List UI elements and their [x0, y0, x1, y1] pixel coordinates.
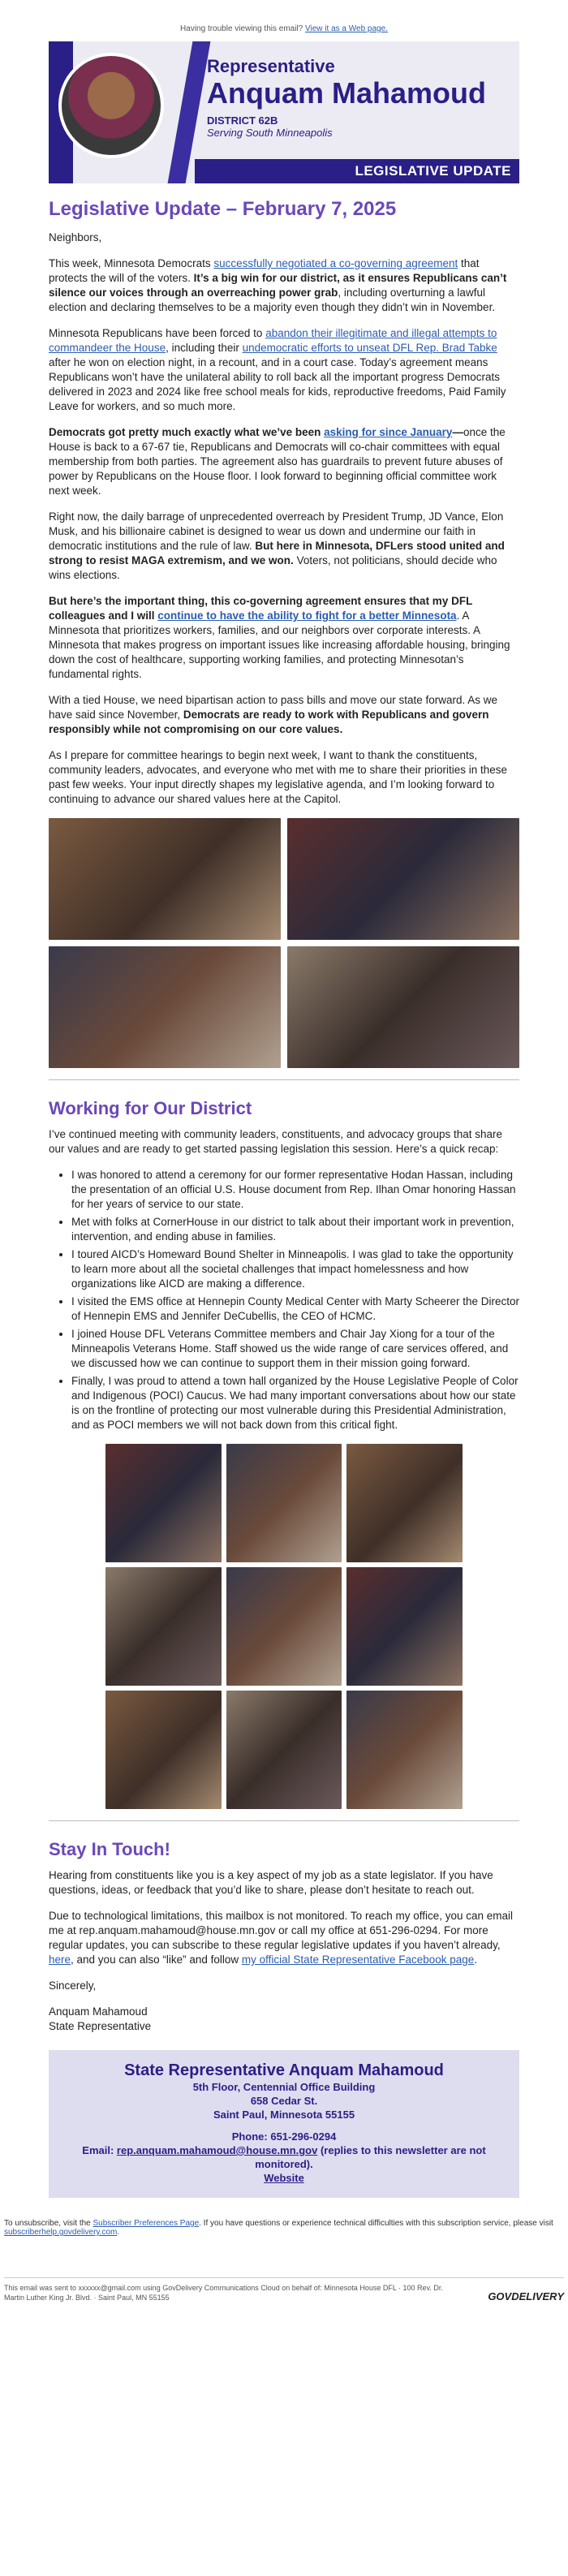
- govdelivery-logo[interactable]: GOVDELIVERY: [488, 2290, 564, 2302]
- district-recap-list: [49, 1168, 519, 1432]
- text: after he won on election night, in a recount, and in a court case. Today’s agreement means Republicans won’t have the unilateral ability to roll back all the important progress Democrats delivered in 2023 and 2024 like free school meals for kids, reproductive freedoms, Paid Family Leave for workers, and so much more.: [49, 356, 506, 412]
- district-intro: I’ve continued meeting with community leaders, constituents, and advocacy groups that share our values and are ready to get started passing legislation this session. Here’s a quick recap:: [49, 1128, 503, 1155]
- list-item: • Finally, I was proud to attend a town hall organized by the House Legislative People of Color and Indigenous (POCI) Caucus. We had many important conversations about how our state is on the frontline of protecting our most vulnerable during this Presidential Administration, and as POCI members we will not back down from this critical fight.: [71, 1374, 519, 1432]
- text: This week, Minnesota Democrats: [49, 257, 214, 269]
- asking-since-january-link[interactable]: asking for since January: [324, 426, 453, 438]
- footer-email-link[interactable]: rep.anquam.mahamoud@house.mn.gov: [116, 2144, 318, 2156]
- signature-name: Anquam Mahamoud: [49, 2005, 148, 2018]
- section-divider: [49, 1820, 519, 1821]
- stay-in-touch-intro: Hearing from constituents like you is a key aspect of my job as a state legislator. If you have questions, ideas, or feedback that you’d like to share, please don’t hesitate to reach out.: [49, 1869, 493, 1896]
- spacer: [57, 2122, 511, 2130]
- text: that protects the will of the voters.: [49, 257, 480, 284]
- list-item: • Met with folks at CornerHouse in our district to talk about their important work in prevention, intervention, and ending abuse in families.: [71, 1215, 519, 1244]
- abandon-attempts-link[interactable]: abandon their illegitimate and illegal attempts to commandeer the House: [49, 327, 497, 354]
- banner-rep-label: Representative: [207, 56, 335, 76]
- facebook-page-link[interactable]: my official State Representative Facebook page: [241, 1954, 475, 1966]
- banner-district: DISTRICT 62B: [207, 114, 278, 127]
- capitol-photo: [49, 946, 281, 1068]
- district-photo: [226, 1691, 342, 1809]
- banner-title-area: [207, 56, 486, 139]
- section-divider: [49, 1079, 519, 1080]
- list-item: • I toured AICD’s Homeward Bound Shelter in Minneapolis. I was glad to take the opportunity to learn more about all the societal challenges that impact homelessness and how organizations like AICD are making a difference.: [71, 1247, 519, 1291]
- text: , including overturning a lawful election and declaring themselves to be a majority even though they didn’t win in November.: [49, 286, 496, 313]
- footer-address-2: 658 Cedar St.: [250, 2095, 318, 2107]
- unseat-tabke-link[interactable]: undemocratic efforts to unseat DFL Rep. Brad Tabke: [242, 342, 497, 354]
- district-photo-grid: [105, 1444, 463, 1809]
- list-item: • I was honored to attend a ceremony for our former representative Hodan Hassan, including the presentation of an official U.S. House document from Rep. Ilhan Omar honoring Hassan for her years of service to our state.: [71, 1168, 519, 1212]
- sender-address: This email was sent to xxxxxx@gmail.com using GovDelivery Communications Cloud on behalf of: Minnesota House DFL · 100 Rev. Dr. Martin Luther King Jr. Blvd. · Saint Paul, MN 55155: [4, 2284, 443, 2302]
- text: , and you can also “like” and follow: [71, 1954, 242, 1966]
- contact-footer: [49, 2050, 519, 2198]
- subscriber-preferences-link[interactable]: Subscriber Preferences Page: [93, 2219, 200, 2228]
- bold-text: But here’s the important thing, this co-governing agreement ensures that my DFL colleagues and I will: [49, 595, 473, 622]
- greeting: Neighbors,: [49, 231, 102, 243]
- district-photo: [105, 1691, 222, 1809]
- signature-title: State Representative: [49, 2020, 152, 2032]
- signature: [49, 1979, 519, 2034]
- district-photo: [105, 1444, 222, 1562]
- capitol-photo-grid: [49, 818, 519, 1068]
- header-banner: [49, 41, 519, 183]
- footer-address-3: Saint Paul, Minnesota 55155: [213, 2109, 355, 2121]
- capitol-photo: [287, 946, 519, 1068]
- banner-serving: Serving South Minneapolis: [207, 127, 333, 139]
- district-photo: [346, 1567, 463, 1686]
- bottom-bar: [4, 2277, 564, 2302]
- text: Voters, not politicians, should decide who wins elections.: [49, 554, 497, 581]
- email-body: [49, 41, 519, 2198]
- district-photo: [226, 1444, 342, 1562]
- unsubscribe-line: [4, 2198, 564, 2245]
- representative-portrait: [58, 53, 164, 158]
- district-section-title: Working for Our District: [49, 1098, 252, 1118]
- fight-for-better-minnesota-link[interactable]: continue to have the ability to fight for a better Minnesota: [157, 610, 457, 622]
- list-item: • I visited the EMS office at Hennepin County Medical Center with Marty Scheerer the Director of Hennepin EMS and Jennifer DeCubellis, the CEO of HCMC.: [71, 1294, 519, 1324]
- footer-website-line: [57, 2171, 511, 2185]
- text: .: [117, 2228, 120, 2237]
- stay-in-touch-title: Stay In Touch!: [49, 1839, 170, 1859]
- district-photo: [346, 1444, 463, 1562]
- footer-phone: Phone: 651-296-0294: [231, 2130, 337, 2143]
- text: To unsubscribe, visit the: [4, 2219, 93, 2228]
- view-online-text: Having trouble viewing this email?: [180, 24, 306, 33]
- footer-name: State Representative Anquam Mahamoud: [124, 2061, 444, 2079]
- footer-email-line: [57, 2143, 511, 2171]
- capitol-photo: [287, 818, 519, 940]
- signature-block: [49, 2005, 519, 2034]
- district-photo: [226, 1567, 342, 1686]
- bold-text: Democrats got pretty much exactly what we’ve been: [49, 426, 325, 438]
- paragraph-important-thing: [49, 594, 519, 682]
- text: , including their: [166, 342, 243, 354]
- text: Right now, the daily barrage of unprecedented overreach by President Trump, JD Vance, Elon Musk, and his billionaire cabinet is designed to wear us down and undermine our faith in democratic institutions and the rule of law.: [49, 510, 504, 552]
- capitol-photo: [49, 818, 281, 940]
- subscriber-help-link[interactable]: subscriberhelp.govdelivery.com: [4, 2228, 118, 2237]
- co-governing-agreement-link[interactable]: successfully negotiated a co-governing agreement: [213, 257, 458, 269]
- subscribe-here-link[interactable]: here: [49, 1954, 71, 1966]
- bold-text: —: [452, 426, 463, 438]
- text: . A Minnesota that prioritizes workers, families, and our neighbors over corporate interests. A Minnesota that makes progress on important issues like increasing affordable housing, bringing down the cost of healthcare, supporting working families, and protecting Minnesotan’s fundamental rights.: [49, 610, 510, 680]
- district-photo: [105, 1567, 222, 1686]
- text: .: [474, 1954, 478, 1966]
- legislative-update-bar: LEGISLATIVE UPDATE: [195, 159, 519, 183]
- footer-email-note: (replies to this newsletter are not monitored).: [255, 2144, 486, 2170]
- bold-text: But here in Minnesota, DFLers stood united and strong to resist MAGA extremism, and we won.: [49, 540, 505, 566]
- district-photo: [346, 1691, 463, 1809]
- view-online-line: [0, 0, 568, 41]
- text: once the House is back to a 67-67 tie, Republicans and Democrats will co-chair committees with equal membership from both parties. The agreement also has guardrails to prevent future abuses of power by Republicans on the House floor. I look forward to beginning official committee work next week.: [49, 426, 506, 497]
- footer-address-1: 5th Floor, Centennial Office Building: [192, 2081, 376, 2093]
- paragraph-republicans: [49, 326, 519, 414]
- stay-in-touch-contact: [49, 1909, 519, 1967]
- text: With a tied House, we need bipartisan action to pass bills and move our state forward. As we have said since November,: [49, 694, 498, 721]
- footer-website-link[interactable]: Website: [264, 2172, 304, 2184]
- paragraph-overreach: [49, 510, 519, 583]
- view-online-link[interactable]: View it as a Web page.: [305, 24, 388, 33]
- paragraph-tied-house: [49, 693, 519, 737]
- text: Due to technological limitations, this mailbox is not monitored. To reach my office, you can email me at rep.anquam.mahamoud@house.mn.gov or call my office at 651-296-0294. For more regular updates, you can subscribe to these regular legislative updates if you haven’t already,: [49, 1910, 514, 1951]
- banner-rep-name: Anquam Mahamoud: [207, 76, 487, 110]
- bold-text: Democrats are ready to work with Republicans and govern responsibly while not compromising on our core values.: [49, 709, 489, 735]
- page-title: Legislative Update – February 7, 2025: [49, 198, 397, 220]
- footer-email-label: Email:: [82, 2144, 117, 2156]
- paragraph-agreement: [49, 256, 519, 315]
- bold-text: It’s a big win for our district, as it ensures Republicans can’t silence our voices through an overreaching power grab: [49, 272, 507, 299]
- closing: Sincerely,: [49, 1979, 97, 1992]
- list-item: • I joined House DFL Veterans Committee members and Chair Jay Xiong for a tour of the Minneapolis Veterans Home. Staff showed us the wide range of care services offered, and we discussed how we can continue to support them in their mission going forward.: [71, 1327, 519, 1371]
- paragraph-thanks: As I prepare for committee hearings to begin next week, I want to thank the constituents, community leaders, advocates, and everyone who met with me to share their priorities in these past few weeks. Your input directly shapes my legislative agenda, and I’m looking forward to continuing to advance our shared values here at the Capitol.: [49, 749, 508, 805]
- text: Minnesota Republicans have been forced to: [49, 327, 266, 339]
- text: . If you have questions or experience technical difficulties with this subscription service, please visit: [199, 2219, 553, 2228]
- paragraph-democrats-got: [49, 425, 519, 498]
